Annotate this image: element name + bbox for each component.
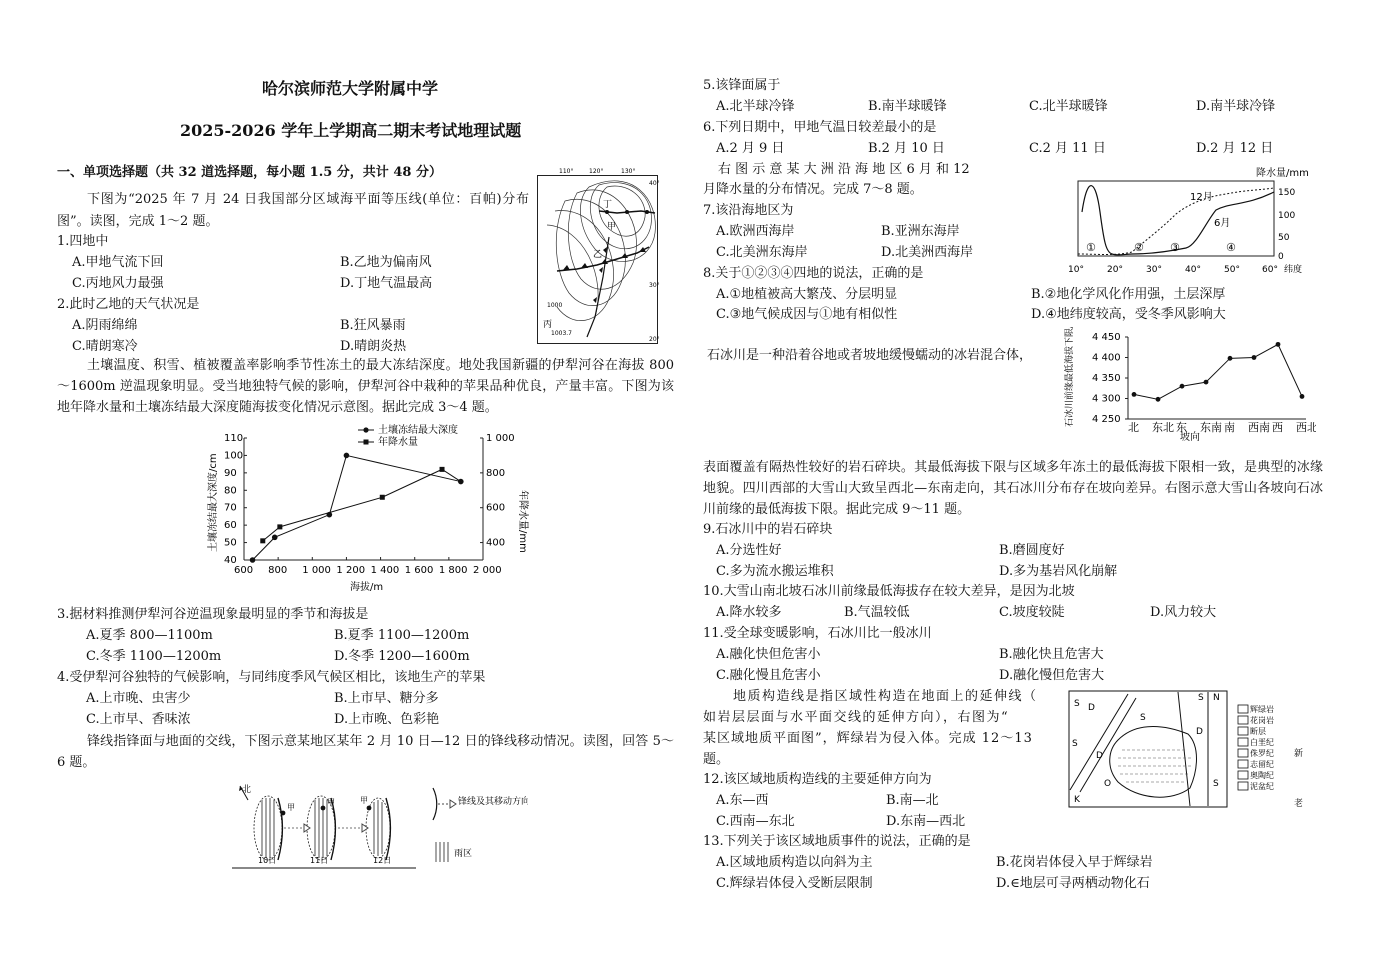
geo-legend-label: 泥盆纪 [1250, 782, 1274, 791]
north-label: 北 [242, 785, 252, 795]
legend-marker-frost [363, 427, 368, 432]
q11-option-a[interactable]: A.融化快但危害小 [716, 647, 821, 662]
front-jia-2: 甲 [327, 798, 335, 807]
q7-stem: 7.该沿海地区为 [703, 203, 794, 218]
glacier-xlabel: 坡向 [1180, 432, 1200, 442]
intro-q1-2: 下图为“2025 年 7 月 24 日我国部分区域海平面等压线(单位：百帕)分布图”。读图，完成 1～2 题。 [57, 192, 529, 229]
chart-xtick-label: 1 400 [370, 565, 400, 576]
rain-ytick-150: 150 [1278, 188, 1296, 198]
chart-ytick-left-label: 40 [224, 555, 237, 566]
q6-option-a[interactable]: A.2 月 9 日 [716, 141, 785, 156]
geo-legend-label: 白垩纪 [1250, 738, 1274, 747]
precip-point [440, 467, 445, 472]
legend-rain: 雨区 [454, 849, 473, 859]
q10-option-a[interactable]: A.降水较多 [716, 605, 782, 620]
rain-xtick-60: 60° [1262, 265, 1278, 275]
q6-stem: 6.下列日期中，甲地气温日较差最小的是 [703, 120, 937, 135]
rain-xtick-30: 30° [1146, 265, 1162, 275]
geo-label-s2: S [1140, 713, 1146, 723]
geo-label-d2: D [1096, 751, 1103, 761]
glacier-ytick-label: 4 250 [1092, 414, 1121, 425]
q5-option-d[interactable]: D.南半球冷锋 [1196, 99, 1276, 114]
q1-option-b[interactable]: B.乙地为偏南风 [340, 255, 432, 270]
geology-map [1068, 690, 1308, 817]
chart-ytick-left-label: 100 [224, 450, 244, 462]
map-label-yi: 乙 [593, 250, 603, 260]
q1-option-a[interactable]: A.甲地气流下回 [72, 255, 164, 270]
q6-option-b[interactable]: B.2 月 10 日 [868, 141, 945, 156]
glacier-point [1276, 342, 1281, 347]
frost-precip-chart [200, 420, 530, 602]
glacier-point [1228, 356, 1233, 361]
intro-q7-8-line1: 右 图 示 意 某 大 洲 沿 海 地 区 6 月 和 12 [718, 162, 970, 177]
q7-option-c[interactable]: C.北美洲东海岸 [716, 245, 808, 260]
geo-legend-label: 侏罗纪 [1250, 749, 1274, 758]
precip-point [277, 524, 282, 529]
q5-option-a[interactable]: A.北半球冷锋 [716, 99, 795, 114]
q2-option-b[interactable]: B.狂风暴雨 [340, 318, 406, 333]
map-label-jia: 甲 [607, 222, 617, 232]
q6-option-c[interactable]: C.2 月 11 日 [1029, 141, 1106, 156]
legend-marker-precip [364, 440, 369, 445]
region-4: ④ [1226, 241, 1236, 254]
q12-option-d[interactable]: D.东南—西北 [886, 814, 966, 829]
rain-xtick-20: 20° [1107, 265, 1123, 275]
geo-legend-swatch [1238, 705, 1248, 713]
geo-label-s3: S [1072, 739, 1078, 749]
glacier-ytick-label: 4 300 [1092, 393, 1121, 405]
legend-front: 锋线及其移动方向 [458, 797, 528, 807]
glacier-point [1156, 397, 1161, 402]
glacier-xtick-label: 北 [1128, 421, 1139, 434]
region-2: ② [1134, 241, 1144, 254]
intro-q12-13-line2: 如岩层层面与水平面交线的延伸方向），右图为“ [703, 710, 1010, 725]
q9-option-b[interactable]: B.磨圆度好 [999, 543, 1065, 558]
q11-stem: 11.受全球变暖影响，石冰川比一般冰川 [703, 626, 932, 641]
q7-option-a[interactable]: A.欧洲西海岸 [716, 224, 795, 239]
front-movement-figure [228, 778, 528, 880]
q4-option-a[interactable]: A.上市晚、虫害少 [86, 691, 191, 706]
q8-option-d[interactable]: D.④地纬度较高，受冬季风影响大 [1031, 307, 1226, 322]
q13-option-b[interactable]: B.花岗岩体侵入早于辉绿岩 [996, 855, 1153, 870]
q11-option-c[interactable]: C.融化慢且危害小 [716, 668, 821, 683]
glacier-series-line [1134, 344, 1302, 399]
chart-ytick-right-label: 800 [486, 467, 506, 479]
geo-label-d1: D [1088, 703, 1095, 713]
chart-xlabel: 海拔/m [350, 582, 384, 593]
q12-option-a[interactable]: A.东—西 [716, 793, 769, 808]
q8-option-c[interactable]: C.③地气候成因与①地有相似性 [716, 307, 898, 322]
glacier-point [1180, 384, 1185, 389]
q10-option-c[interactable]: C.坡度较陡 [999, 605, 1065, 620]
geo-label-s5: S [1213, 779, 1219, 789]
q3-stem: 3.据材料推测伊犁河谷逆温现象最明显的季节和海拔是 [57, 607, 369, 622]
rain-ytick-0: 0 [1278, 252, 1284, 262]
front-jia-1: 甲 [287, 803, 295, 812]
region-1: ① [1086, 241, 1096, 254]
q2-option-a[interactable]: A.阴雨绵绵 [72, 318, 138, 333]
glacier-xtick-label: 西南 [1248, 421, 1270, 434]
q4-stem: 4.受伊犁河谷独特的气候影响，与同纬度季风气候区相比，该地生产的苹果 [57, 670, 486, 685]
q2-option-c[interactable]: C.晴朗寒冷 [72, 339, 138, 354]
q13-option-a[interactable]: A.区域地质构造以向斜为主 [716, 855, 873, 870]
chart-xtick-label: 2 000 [473, 565, 502, 576]
q1-option-d[interactable]: D.丁地气温最高 [340, 276, 433, 291]
rain-xunit: 纬度 [1284, 265, 1303, 275]
exam-title: 2025-2026 学年上学期高二期末考试地理试题 [180, 121, 522, 140]
geo-legend-swatch [1238, 716, 1248, 724]
chart-xtick-label: 1 200 [336, 565, 366, 576]
q13-option-c[interactable]: C.辉绿岩体侵入受断层限制 [716, 876, 873, 891]
svg-text:110°: 110° [559, 168, 574, 175]
frost-point [250, 557, 256, 563]
q3-option-a[interactable]: A.夏季 800—1100m [86, 628, 213, 643]
intro-q12-13-line3: 某区域地质平面图”，辉绿岩为侵入体。完成 12～13 [703, 731, 1033, 746]
q9-option-d[interactable]: D.多为基岩风化崩解 [999, 564, 1118, 579]
svg-text:40°: 40° [649, 180, 660, 187]
rain-dec-label: 12月 [1190, 192, 1213, 203]
pressure-map [537, 167, 660, 352]
frost-point [344, 453, 350, 459]
day-label-11: 11日 [310, 856, 329, 865]
chart-xtick-label: 600 [234, 565, 254, 576]
geo-label-n: N [1213, 693, 1220, 703]
q7-option-b[interactable]: B.亚洲东海岸 [881, 224, 960, 239]
q7-option-d[interactable]: D.北美洲西海岸 [881, 245, 974, 260]
q5-stem: 5.该锋面属于 [703, 78, 781, 93]
intro-q9-11-line1: 石冰川是一种沿着谷地或者坡地缓慢蠕动的冰岩混合体， [707, 348, 1033, 363]
geo-label-s4: S [1198, 693, 1204, 703]
q8-option-b[interactable]: B.②地化学风化作用强，土层深厚 [1031, 287, 1226, 302]
glacier-ylabel: 石冰川前缘最低海拔下限/m [1065, 327, 1075, 427]
rain-ytick-100: 100 [1278, 211, 1296, 221]
chart-ytick-right-label: 400 [486, 537, 506, 549]
front-jia-3: 甲 [360, 796, 368, 805]
svg-text:30°: 30° [649, 282, 660, 289]
svg-text:130°: 130° [621, 168, 636, 175]
day-label-12: 12日 [373, 856, 392, 865]
q12-option-c[interactable]: C.西南—东北 [716, 814, 795, 829]
q13-option-d[interactable]: D.∈地层可寻两栖动物化石 [996, 876, 1150, 891]
glacier-ytick-label: 4 400 [1092, 352, 1121, 364]
chart-xtick-label: 800 [268, 565, 288, 576]
q10-stem: 10.大雪山南北坡石冰川前缘最低海拔存在较大差异，是因为北坡 [703, 584, 1075, 599]
precip-point [260, 538, 265, 543]
school-name: 哈尔滨师范大学附属中学 [262, 79, 439, 98]
map-label-ding: 丁 [603, 200, 613, 210]
q12-option-b[interactable]: B.南—北 [886, 793, 939, 808]
chart-ylabel-left: 土壤冻结最大深度/cm [208, 453, 219, 552]
legend-label-frost: 土壤冻结最大深度 [378, 425, 458, 436]
geo-legend-label: 花岗岩 [1250, 716, 1274, 725]
chart-ytick-right-label: 1 000 [486, 433, 515, 444]
geo-legend-label: 志留纪 [1250, 760, 1274, 769]
q9-option-a[interactable]: A.分选性好 [716, 543, 782, 558]
day-label-10: 10日 [258, 856, 277, 865]
q1-option-c[interactable]: C.丙地风力最强 [72, 276, 164, 291]
intro-q12-13-line1: 地质构造线是指区域性构造在地面上的延伸线（ [733, 689, 1038, 704]
legend-new: 新 [1294, 749, 1304, 759]
glacier-point [1252, 355, 1257, 360]
q10-option-d[interactable]: D.风力较大 [1150, 605, 1217, 620]
glacier-xtick-label: 东北 [1152, 421, 1174, 434]
geo-label-d3: D [1196, 727, 1203, 737]
geo-label-s1: S [1074, 699, 1080, 709]
q1-stem: 1.四地中 [57, 234, 109, 249]
glacier-ytick-label: 4 350 [1092, 373, 1121, 384]
rain-xtick-10: 10° [1068, 265, 1084, 275]
q9-option-c[interactable]: C.多为流水搬运堆积 [716, 564, 834, 579]
q4-option-b[interactable]: B.上市早、糖分多 [334, 691, 439, 706]
series-line-frost [253, 455, 461, 560]
geo-legend-swatch [1238, 738, 1248, 746]
rain-ylabel: 降水量/mm [1256, 168, 1309, 179]
glacier-xtick-label: 东南 [1200, 421, 1222, 434]
q3-option-c[interactable]: C.冬季 1100—1200m [86, 649, 222, 664]
q3-option-b[interactable]: B.夏季 1100—1200m [334, 628, 470, 643]
glacier-point [1300, 394, 1305, 399]
legend-old: 老 [1294, 799, 1304, 809]
chart-ytick-left-label: 50 [224, 537, 237, 549]
q4-option-c[interactable]: C.上市早、香味浓 [86, 712, 191, 727]
chart-ytick-right-label: 600 [486, 502, 506, 514]
geo-legend-swatch [1238, 782, 1248, 790]
rain-jun-label: 6月 [1214, 218, 1231, 229]
geo-label-o: O [1104, 779, 1112, 789]
q2-option-d[interactable]: D.晴朗炎热 [340, 339, 407, 354]
q10-option-b[interactable]: B.气温较低 [844, 605, 910, 620]
chart-ytick-left-label: 60 [224, 520, 237, 532]
glacier-xtick-label: 西 [1272, 421, 1283, 434]
chart-xtick-label: 1 800 [438, 565, 468, 576]
frost-point [272, 535, 278, 541]
glacier-ytick-label: 4 450 [1092, 332, 1121, 343]
chart-ylabel-right: 年降水量/mm [517, 490, 528, 553]
intro-q9-11-line2: 表面覆盖有隔热性较好的岩石碎块。其最低海拔下限与区域多年冻土的最低海拔下限相一致，是典型的冰缘地貌。四川西部的大雪山大致呈西北—东南走向，其石冰川分布存在坡向差异。右图示意大雪山各坡向石冰川前缘的最低海拔下限。据此完成 9～11 题。 [703, 460, 1323, 517]
chart-xtick-label: 1 000 [302, 565, 331, 576]
region-3: ③ [1170, 241, 1180, 254]
q2-stem: 2.此时乙地的天气状况是 [57, 297, 200, 312]
rain-ytick-50: 50 [1278, 233, 1290, 243]
geo-legend-swatch [1238, 771, 1248, 779]
isobar-1000: 1000 [547, 302, 563, 309]
geo-legend-label: 奥陶纪 [1250, 771, 1274, 780]
chart-xtick-label: 1 600 [404, 565, 434, 576]
q3-option-d[interactable]: D.冬季 1200—1600m [334, 649, 470, 664]
geo-label-k: K [1074, 795, 1080, 805]
rainfall-figure [1066, 162, 1326, 284]
glacier-xtick-label: 东 [1176, 421, 1187, 434]
intro-q3-4: 土壤温度、积雪、植被覆盖率影响季节性冻土的最大冻结深度。地处我国新疆的伊犁河谷在海拔 800～1600m 逆温现象明显。受当地独特气候的影响，伊犁河谷中栽种的苹果品种优良，产量丰富。下图为该地年降水量和土壤冻结最大深度随海拔变化情况示意图。据此完成 3～4 题。 [57, 358, 674, 415]
geo-legend-label: 辉绿岩 [1250, 705, 1274, 714]
intro-q12-13-line4: 题。 [703, 752, 730, 767]
geo-legend-swatch [1238, 760, 1248, 768]
glacier-chart [1056, 327, 1316, 449]
q11-option-d[interactable]: D.融化慢但危害大 [999, 668, 1105, 683]
glacier-point [1132, 392, 1137, 397]
geo-legend-swatch [1238, 749, 1248, 757]
chart-ytick-left-label: 80 [224, 485, 237, 497]
section-title: 一、单项选择题（共 32 道选择题，每小题 1.5 分，共计 48 分） [57, 165, 442, 180]
precip-point [380, 495, 385, 500]
glacier-xtick-label: 西北 [1296, 421, 1316, 434]
geo-legend-label: 断层 [1250, 727, 1266, 736]
q8-option-a[interactable]: A.①地植被高大繁茂、分层明显 [716, 287, 898, 302]
chart-ytick-left-label: 110 [224, 433, 244, 444]
q4-option-d[interactable]: D.上市晚、色彩艳 [334, 712, 440, 727]
q5-option-c[interactable]: C.北半球暖锋 [1029, 99, 1108, 114]
isobar-1003: 1003.7 [551, 330, 572, 337]
legend-label-precip: 年降水量 [378, 437, 418, 448]
chart-ytick-left-label: 90 [224, 467, 237, 479]
rain-xtick-50: 50° [1224, 265, 1240, 275]
q6-option-d[interactable]: D.2 月 12 日 [1196, 141, 1274, 156]
q9-stem: 9.石冰川中的岩石碎块 [703, 522, 833, 537]
map-label-bing: 丙 [543, 320, 553, 330]
q5-option-b[interactable]: B.南半球暖锋 [868, 99, 947, 114]
glacier-xtick-label: 南 [1224, 421, 1235, 434]
q11-option-b[interactable]: B.融化快且危害大 [999, 647, 1104, 662]
q8-stem: 8.关于①②③④四地的说法，正确的是 [703, 266, 924, 281]
rain-xtick-40: 40° [1185, 265, 1201, 275]
intro-q7-8-line2: 月降水量的分布情况。完成 7～8 题。 [703, 182, 923, 197]
svg-text:120°: 120° [589, 168, 604, 175]
glacier-point [1204, 380, 1209, 385]
geo-legend-swatch [1238, 727, 1248, 735]
q13-stem: 13.下列关于该区域地质事件的说法，正确的是 [703, 834, 971, 849]
chart-ytick-left-label: 70 [224, 502, 237, 514]
q12-stem: 12.该区域地质构造线的主要延伸方向为 [703, 772, 932, 787]
intro-q5-6: 锋线指锋面与地面的交线，下图示意某地区某年 2 月 10 日—12 日的锋线移动情况。读图，回答 5～6 题。 [57, 734, 674, 770]
svg-text:20°: 20° [649, 336, 660, 343]
